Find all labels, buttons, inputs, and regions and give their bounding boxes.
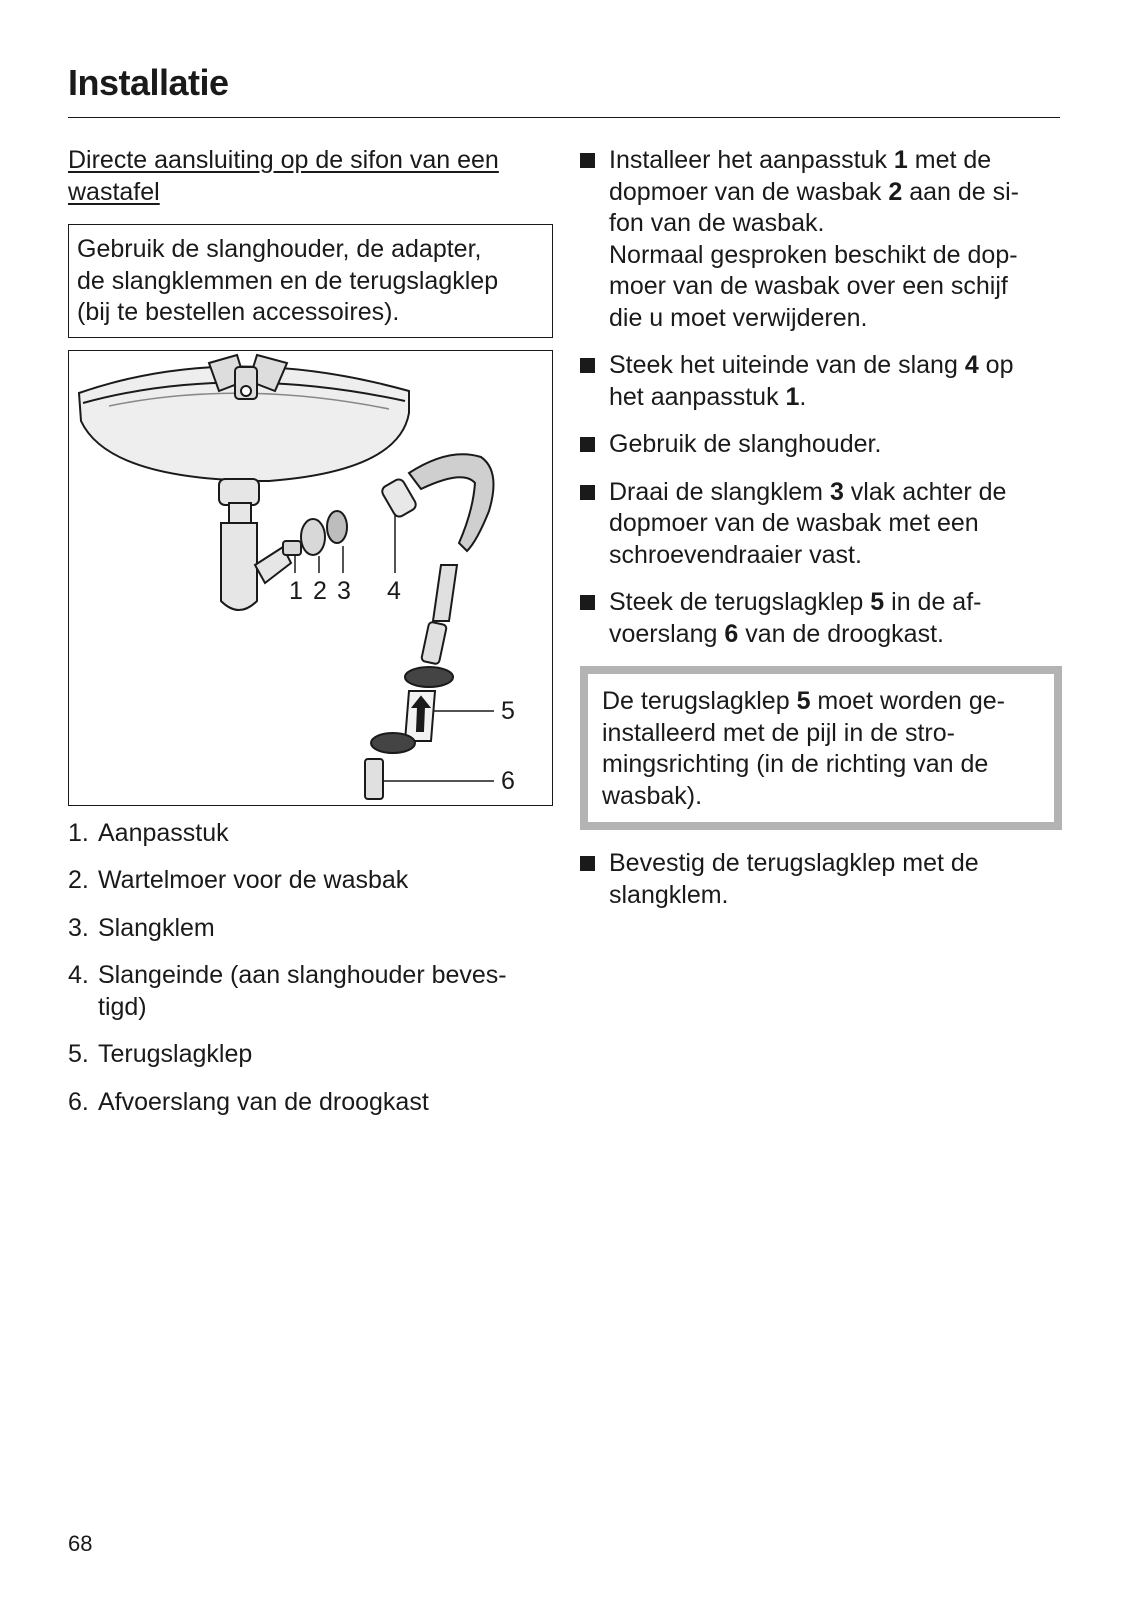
text-segment: Installeer het aanpasstuk	[609, 146, 894, 174]
text-line	[609, 478, 1006, 506]
square-bullet-icon	[580, 437, 595, 452]
legend-item	[68, 960, 553, 1023]
legend-item	[68, 865, 553, 897]
left-column	[68, 145, 553, 1134]
legend-item	[68, 818, 553, 850]
legend-text: Aanpasstuk	[98, 818, 229, 847]
page-title: Installatie	[68, 62, 229, 103]
text-segment: Bevestig de terugslagklep met de	[609, 849, 979, 877]
text-line	[609, 881, 729, 909]
legend-number: 2.	[68, 866, 89, 894]
right-column	[580, 145, 1060, 927]
legend-number: 6.	[68, 1087, 89, 1116]
legend-item	[68, 913, 553, 945]
hose-holder-drawing	[380, 454, 493, 551]
square-bullet-icon	[580, 485, 595, 500]
reference-number: 6	[724, 619, 739, 648]
text-segment: schroevendraaier vast.	[609, 540, 862, 569]
square-bullet-icon	[580, 595, 595, 610]
text-line	[609, 620, 944, 648]
square-bullet-icon	[580, 358, 595, 373]
text-line	[602, 719, 955, 747]
text-segment: slangklem.	[609, 880, 729, 909]
text-segment: die u moet verwijderen.	[609, 303, 868, 332]
figure-legend	[68, 818, 553, 1119]
text-segment: voerslang	[609, 619, 725, 648]
accessories-note	[68, 224, 553, 338]
text-segment: wasbak).	[602, 781, 703, 810]
legend-text: Afvoerslang van de droogkast	[98, 1087, 429, 1116]
section-heading-line-1: Directe aansluiting op de sifon van een	[68, 146, 499, 174]
text-segment: fon van de wasbak.	[609, 209, 825, 237]
reference-number: 1	[785, 382, 800, 411]
text-line	[609, 241, 1018, 269]
text-segment: Draai de slangklem	[609, 477, 830, 506]
text-line	[609, 509, 979, 537]
page-number: 68	[68, 1531, 93, 1556]
legend-number: 5.	[68, 1040, 89, 1068]
step-text	[609, 848, 979, 911]
instruction-steps	[580, 145, 1060, 650]
text-line	[609, 588, 981, 616]
step-text	[609, 587, 981, 650]
legend-item	[68, 1039, 553, 1071]
reference-number: 5	[796, 687, 811, 715]
text-line	[602, 750, 988, 778]
text-segment: moer van de wasbak over een schijf	[609, 272, 1008, 300]
text-segment: .	[799, 382, 807, 411]
text-line	[609, 849, 979, 877]
reference-number: 3	[829, 477, 844, 506]
legend-text: Wartelmoer voor de wasbak	[98, 866, 409, 894]
text-segment: aan de si-	[902, 177, 1019, 206]
legend-text	[98, 960, 507, 1023]
text-line	[609, 351, 1013, 379]
text-segment: installeerd met de pijl in de stro-	[602, 718, 955, 747]
text-line	[602, 687, 1005, 715]
legend-number: 4.	[68, 961, 89, 989]
legend-text-line: tigd)	[98, 992, 147, 1021]
square-bullet-icon	[580, 856, 595, 871]
reference-number: 4	[964, 351, 979, 379]
step-text	[609, 350, 1013, 413]
installation-figure	[68, 350, 553, 806]
text-segment: het aanpasstuk	[609, 382, 786, 411]
text-segment: dopmoer van de wasbak met een	[609, 509, 979, 537]
legend-number: 1.	[68, 818, 89, 847]
hose-drawing	[365, 565, 457, 799]
adapter-parts-drawing	[283, 511, 347, 555]
figure-label-5: 5	[501, 696, 515, 725]
step-item	[580, 587, 1060, 650]
step-item	[580, 477, 1060, 572]
text-segment: vlak achter de	[843, 477, 1007, 506]
legend-text: Slangklem	[98, 913, 215, 942]
text-segment: op	[978, 351, 1014, 379]
text-segment: Gebruik de slanghouder.	[609, 430, 882, 458]
step-text	[609, 429, 881, 461]
siphon-drawing	[219, 479, 291, 610]
text-segment: Normaal gesproken beschikt de dop-	[609, 240, 1018, 269]
text-line	[602, 782, 702, 810]
step-item	[580, 429, 1060, 461]
text-segment: Steek het uiteinde van de slang	[609, 351, 965, 379]
step-item	[580, 350, 1060, 413]
figure-label-1: 1	[289, 576, 303, 605]
figure-label-6: 6	[501, 766, 515, 795]
text-segment: van de droogkast.	[738, 619, 944, 648]
section-heading-line-2: wastafel	[68, 177, 160, 206]
text-line	[609, 304, 867, 332]
legend-text: Terugslagklep	[98, 1040, 253, 1068]
note-line: de slangklemmen en de terugslagklep	[77, 266, 499, 295]
note-line: Gebruik de slanghouder, de adapter,	[77, 235, 482, 263]
text-segment: Steek de terugslagklep	[609, 588, 871, 616]
legend-text-line: Slangeinde (aan slanghouder beves-	[98, 961, 507, 989]
text-line	[609, 209, 824, 237]
final-instruction-steps	[580, 848, 1060, 911]
step-text	[609, 477, 1006, 572]
warning-note	[580, 666, 1062, 830]
reference-number: 5	[870, 588, 885, 616]
figure-label-4: 4	[387, 576, 401, 605]
figure-label-3: 3	[337, 576, 351, 605]
reference-number: 1	[893, 146, 908, 174]
text-line	[609, 430, 881, 458]
sink-siphon-illustration	[69, 351, 551, 804]
reference-number: 2	[888, 177, 903, 206]
square-bullet-icon	[580, 153, 595, 168]
text-line	[609, 272, 1008, 300]
text-line	[609, 541, 862, 569]
note-line: (bij te bestellen accessoires).	[77, 298, 400, 326]
text-segment: moet worden ge-	[810, 687, 1006, 715]
step-text	[609, 145, 1019, 334]
step-item	[580, 848, 1060, 911]
text-line	[609, 383, 806, 411]
legend-item	[68, 1087, 553, 1119]
text-segment: De terugslagklep	[602, 687, 797, 715]
text-segment: in de af-	[884, 588, 982, 616]
text-line	[609, 178, 1019, 206]
text-segment: met de	[907, 146, 992, 174]
section-heading[interactable]	[68, 145, 553, 208]
legend-number: 3.	[68, 913, 89, 942]
text-line	[609, 146, 991, 174]
title-divider	[68, 117, 1060, 118]
text-segment: dopmoer van de wasbak	[609, 177, 889, 206]
figure-label-2: 2	[313, 576, 327, 605]
text-segment: mingsrichting (in de richting van de	[602, 750, 989, 778]
step-item	[580, 145, 1060, 334]
